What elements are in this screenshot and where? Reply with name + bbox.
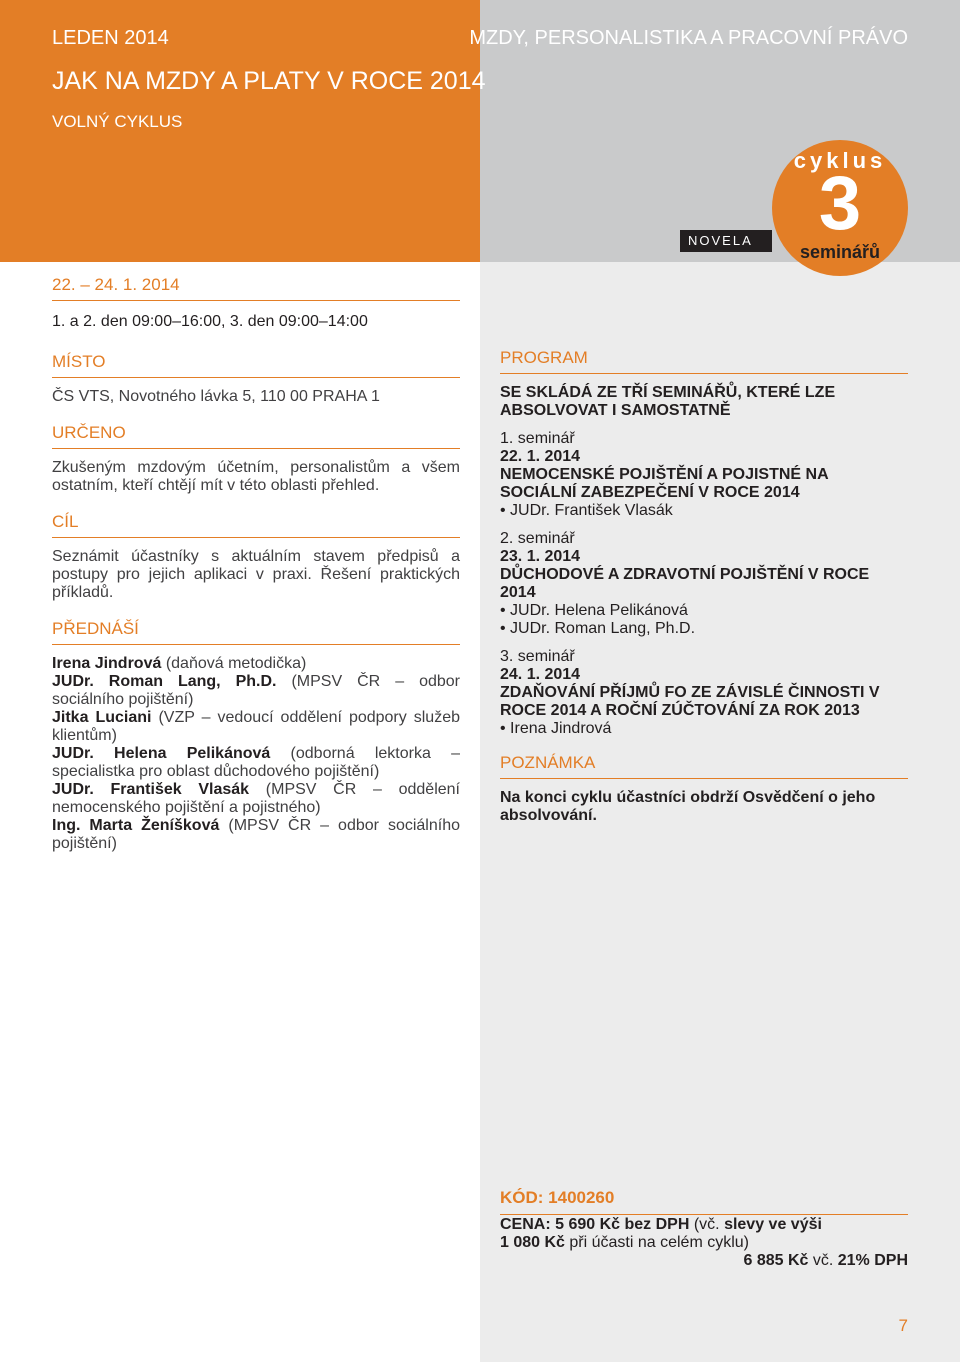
misto-heading: MÍSTO xyxy=(52,353,460,378)
issue-month: LEDEN 2014 xyxy=(52,27,169,49)
poznamka-text: Na konci cyklu účastníci obdrží Osvědčení o jeho absolvování. xyxy=(500,789,876,824)
urceno-heading: URČENO xyxy=(52,424,460,449)
program-heading: PROGRAM xyxy=(500,349,908,374)
cil-heading: CÍL xyxy=(52,513,460,538)
series-title: MZDY, PERSONALISTIKA A PRACOVNÍ PRÁVO xyxy=(469,27,908,49)
lecturer-item: Ing. Marta Ženíšková (MPSV ČR – odbor sociálního pojištění) xyxy=(52,817,461,852)
cil-text: Seznámit účastníky s aktuálním stavem předpisů a postupy pro jejich aplikaci v praxi. Řešení praktických příkladů. xyxy=(52,548,460,601)
seminar-item: 2. seminář 23. 1. 2014 DŮCHODOVÉ A ZDRAVOTNÍ POJIŠTĚNÍ V ROCE 2014 • JUDr. Helena Pelikánová • JUDr. Roman Lang, Ph.D. xyxy=(500,530,870,637)
novela-label: NOVELA xyxy=(680,230,772,252)
event-time: 1. a 2. den 09:00–16:00, 3. den 09:00–14:00 xyxy=(52,313,368,330)
badge-seminaru: seminářů xyxy=(799,242,881,262)
left-column xyxy=(52,276,460,853)
course-code: KÓD: 1400260 xyxy=(500,1188,908,1215)
urceno-text: Zkušeným mzdovým účetním, personalistům a všem ostatním, kteří chtějí mít v této oblasti přehled. xyxy=(52,459,460,494)
lecturer-item: Irena Jindrová (daňová metodička) xyxy=(52,655,307,672)
cycle-badge xyxy=(772,140,908,276)
badge-cyklus: cyklus xyxy=(793,148,887,173)
page-title: JAK NA MZDY A PLATY V ROCE 2014 xyxy=(52,67,486,95)
prednasi-heading: PŘEDNÁŠÍ xyxy=(52,620,460,645)
lecturer-list xyxy=(52,655,460,853)
badge-number: 3 xyxy=(818,161,862,246)
seminar-item: 1. seminář 22. 1. 2014 NEMOCENSKÉ POJIŠTĚNÍ A POJISTNÉ NA SOCIÁLNÍ ZABEZPEČENÍ V ROCE 2014 • JUDr. František Vlasák xyxy=(500,430,829,519)
program-intro: SE SKLÁDÁ ZE TŘÍ SEMINÁŘŮ, KTERÉ LZE ABSOLVOVAT I SAMOSTATNĚ xyxy=(500,384,836,419)
lecturer-item: Jitka Luciani (VZP – vedoucí oddělení podpory služeb klientům) xyxy=(52,709,461,744)
page-number: 7 xyxy=(898,1316,908,1335)
price-line-3: 6 885 Kč vč. 21% DPH xyxy=(743,1252,908,1269)
page-subtitle: VOLNÝ CYKLUS xyxy=(52,112,183,131)
price-line-1: CENA: 5 690 Kč bez DPH (vč. slevy ve výši xyxy=(500,1216,822,1233)
seminar-item: 3. seminář 24. 1. 2014 ZDAŇOVÁNÍ PŘÍJMŮ FO ZE ZÁVISLÉ ČINNOSTI V ROCE 2014 A ROČNÍ ZÚČTOVÁNÍ ZA ROK 2013 • Irena Jindrová xyxy=(500,648,880,737)
price-block xyxy=(500,1216,908,1270)
poznamka-heading: POZNÁMKA xyxy=(500,754,908,779)
lecturer-item: JUDr. Roman Lang, Ph.D. (MPSV ČR – odbor sociálního pojištění) xyxy=(52,673,460,708)
lecturer-item: JUDr. Helena Pelikánová (odborná lektorka – specialistka pro oblast důchodového pojištění) xyxy=(52,745,460,780)
misto-text: ČS VTS, Novotného lávka 5, 110 00 PRAHA 1 xyxy=(52,388,380,405)
lecturer-item: JUDr. František Vlasák (MPSV ČR – oddělení nemocenského pojištění a pojistného) xyxy=(52,781,460,816)
right-column xyxy=(500,349,908,825)
price-line-2: 1 080 Kč při účasti na celém cyklu) xyxy=(500,1234,749,1251)
event-date: 22. – 24. 1. 2014 xyxy=(52,276,460,301)
